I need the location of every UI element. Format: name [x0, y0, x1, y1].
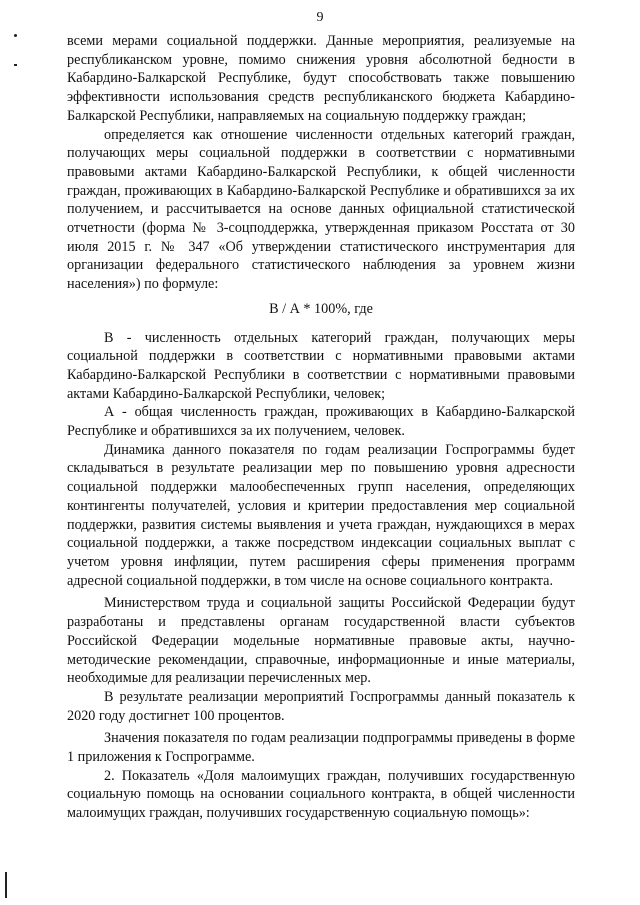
paragraph: определяется как отношение численности отдельных категорий граждан, получающих меры социальной поддержки в соответствии с нормативными правовыми актами Кабардино-Балкарской Республики, к общей численности граждан, проживающих в Кабардино-Балкарской Республике и обратившихся за их получением, и рассчитывается на основе данных официальной статистической отчетности (форма № 3-соцподдержка, утвержденная приказом Росстата от 30 июля 2015 г. № 347 «Об утверждении статистического инструментария для организации федерального статистического наблюдения за уровнем жизни населения») по формуле: — [67, 126, 575, 293]
scan-artifact-dot — [14, 64, 17, 66]
paragraph: Министерством труда и социальной защиты Российской Федерации будут разработаны и представлены органам государственной власти субъектов Российской Федерации модельные нормативные правовые акты, научно-методические рекомендации, справочные, информационные и иные материалы, необходимые для реализации перечисленных мер. — [67, 595, 575, 687]
page-number: 9 — [316, 10, 324, 25]
formula: В / А * 100%, где — [269, 300, 373, 317]
paragraph: 2. Показатель «Доля малоимущих граждан, получивших государственную социальную помощь на основании социального контракта, в общей численности малоимущих граждан, получивших государственную социальную помощь»: — [67, 767, 575, 822]
paragraph: В - численность отдельных категорий граждан, получающих меры социальной поддержки в соответствии с нормативными правовыми актами Кабардино-Балкарской Республики в соответствии с нормативными правовыми актами Кабардино-Балкарской Республики, человек; — [67, 329, 575, 402]
paragraph: В результате реализации мероприятий Госпрограммы данный показатель к 2020 году достигнет 100 процентов. — [67, 688, 575, 724]
paragraph: Значения показателя по годам реализации подпрограммы приведены в форме 1 приложения к Госпрограмме. — [67, 730, 575, 766]
paragraph: всеми мерами социальной поддержки. Данные мероприятия, реализуемые на республиканском уровне, помимо снижения уровня абсолютной бедности в Кабардино-Балкарской Республике, будут способствовать также повышению эффективности использования средств республиканского бюджета Кабардино-Балкарской Республики, направляемых на социальную поддержку граждан; — [67, 33, 575, 124]
document-body — [67, 32, 575, 823]
scan-artifact-line — [5, 872, 7, 898]
paragraph: Динамика данного показателя по годам реализации Госпрограммы будет складываться в результате реализации мер по повышению уровня адресности социальной поддержки малообеспеченных групп населения, определяющих контингенты получателей, условия и критерии предоставления мер социальной поддержки, развития системы выявления и учета граждан, нуждающихся в мерах социальной поддержки, а также посредством индексации социальных выплат с учетом уровня инфляции, путем расширения сферы применения программ адресной социальной поддержки, в том числе на основе социального контракта. — [67, 441, 575, 589]
paragraph: А - общая численность граждан, проживающих в Кабардино-Балкарской Республике и обратившихся за их получением, человек. — [67, 404, 575, 440]
scan-artifact-dot — [14, 34, 17, 37]
